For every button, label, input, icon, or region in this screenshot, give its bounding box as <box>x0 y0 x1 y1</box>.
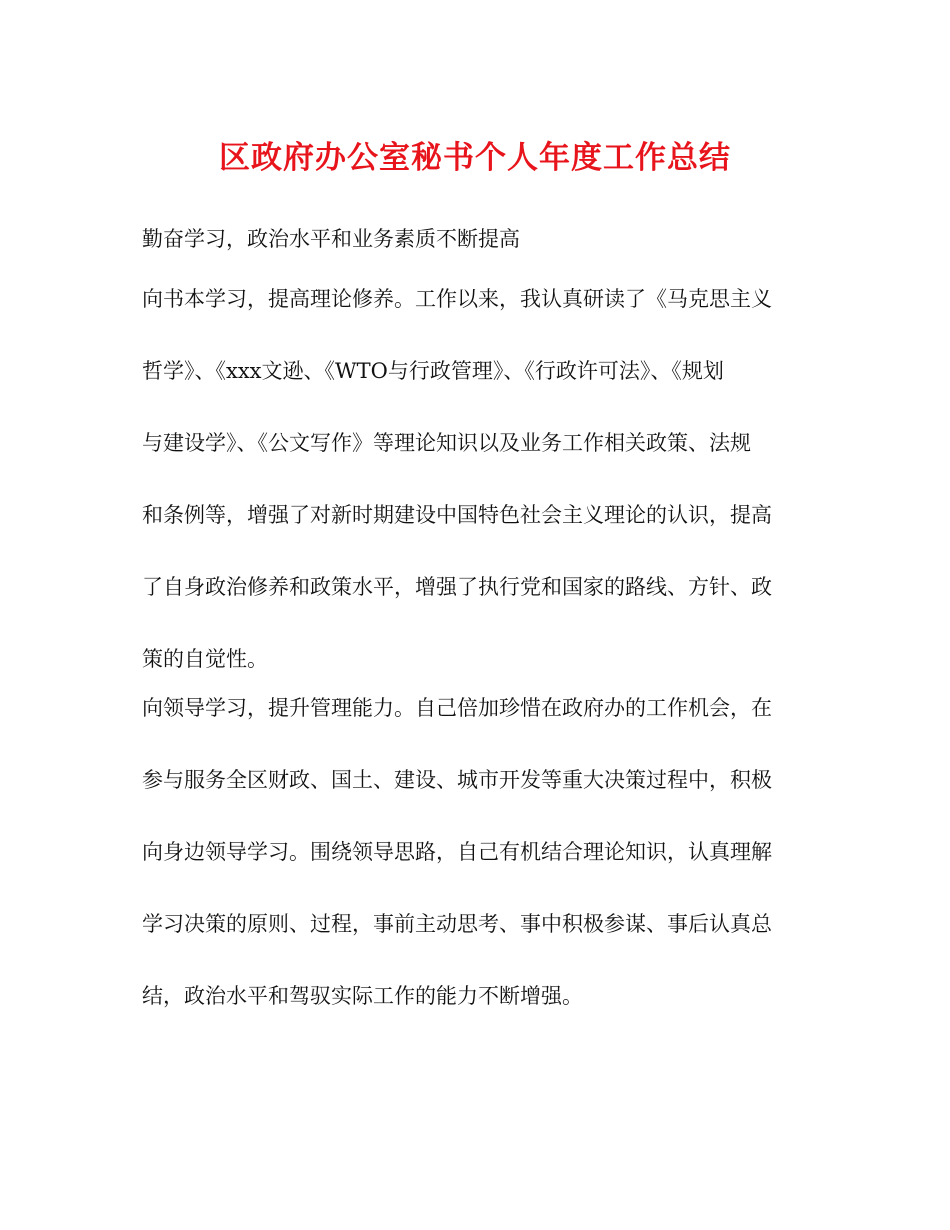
paragraph-line: 与建设学》、《公文写作》等理论知识以及业务工作相关政策、法规 <box>142 431 751 455</box>
paragraph-line: 策的自觉性。 <box>142 647 268 671</box>
paragraph-line: 学习决策的原则、过程，事前主动思考、事中积极参谋、事后认真总 <box>142 912 772 936</box>
paragraph-line: 哲学》、《xxx文逊、《WTO与行政管理》、《行政许可法》、《规划 <box>142 359 724 383</box>
paragraph-line: 向领导学习，提升管理能力。自己倍加珍惜在政府办的工作机会，在 <box>142 696 772 720</box>
section-subheading: 勤奋学习，政治水平和业务素质不断提高 <box>142 227 520 251</box>
paragraph-line: 和条例等，增强了对新时期建设中国特色社会主义理论的认识，提高 <box>142 503 772 527</box>
paragraph-line: 了自身政治修养和政策水平，增强了执行党和国家的路线、方针、政 <box>142 575 772 599</box>
paragraph-line: 向书本学习，提高理论修养。工作以来，我认真研读了《马克思主义 <box>142 287 772 311</box>
paragraph-leader-study <box>142 672 822 1032</box>
paragraph-line: 向身边领导学习。围绕领导思路，自己有机结合理论知识，认真理解 <box>142 840 772 864</box>
paragraph-line: 结，政治水平和驾驭实际工作的能力不断增强。 <box>142 984 583 1008</box>
paragraph-line: 参与服务全区财政、国土、建设、城市开发等重大决策过程中，积极 <box>142 768 772 792</box>
paragraph-book-study <box>142 263 822 695</box>
document-title: 区政府办公室秘书个人年度工作总结 <box>219 140 731 176</box>
